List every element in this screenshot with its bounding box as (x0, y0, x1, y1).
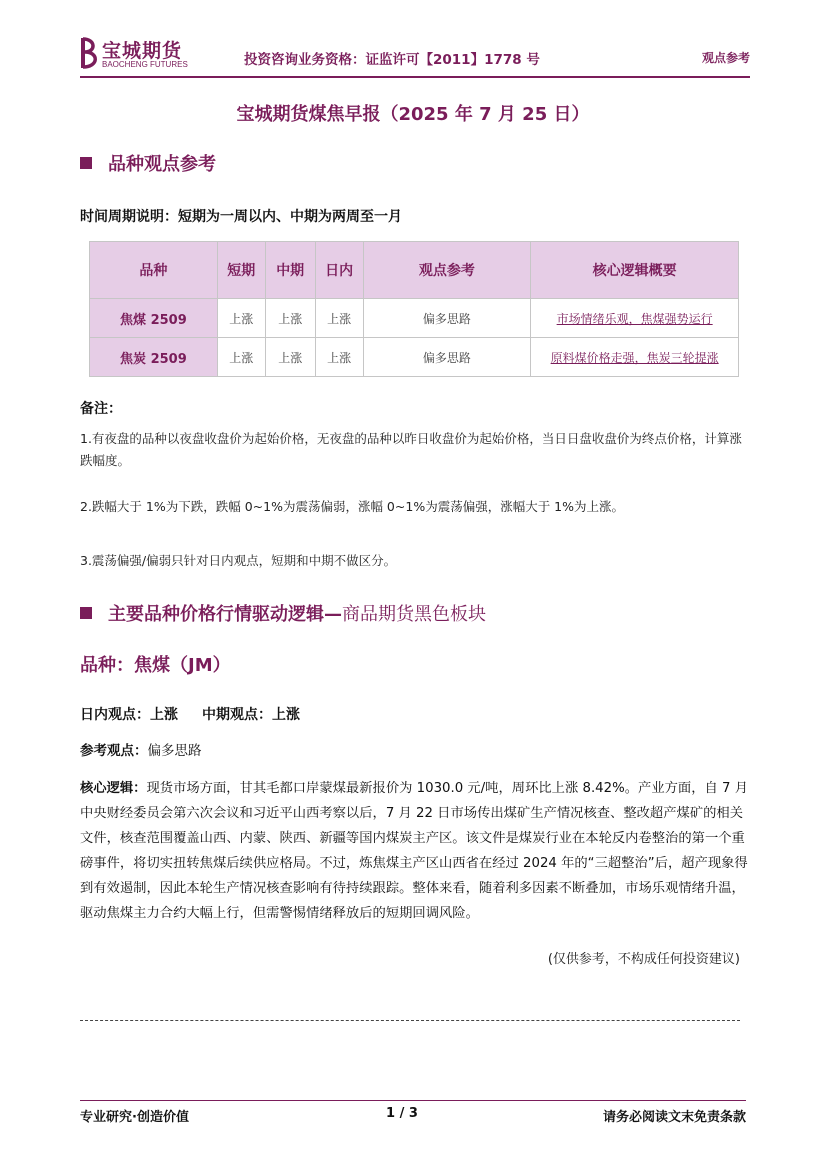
note-item: 1.有夜盘的品种以夜盘收盘价为起始价格，无夜盘的品种以昨日收盘价为起始价格，当日日盘收盘价为终点价格，计算涨跌幅度。 (80, 431, 742, 468)
core-logic (80, 776, 750, 926)
footer-slogan: 专业研究·创造价值 (80, 1110, 189, 1125)
column-header: 中期 (265, 242, 315, 299)
cell-logic-link[interactable]: 市场情绪乐观，焦煤强势运行 (531, 299, 739, 338)
cell-view: 偏多思路 (363, 299, 531, 338)
square-bullet-icon (80, 157, 92, 169)
cell-logic-link[interactable]: 原料煤价格走强，焦炭三轮提涨 (531, 338, 739, 377)
column-header: 观点参考 (363, 242, 531, 299)
company-logo (80, 36, 210, 72)
period-note: 时间周期说明：短期为一周以内、中期为两周至一月 (80, 209, 402, 225)
cell-mid: 上涨 (265, 299, 315, 338)
column-header: 日内 (315, 242, 363, 299)
dashed-divider (80, 1020, 740, 1021)
intraday-view: 日内观点：上涨 (80, 707, 178, 723)
reference-value: 偏多思路 (147, 743, 202, 759)
page-title: 宝城期货煤焦早报（2025 年 7 月 25 日） (236, 104, 590, 125)
table-row (90, 338, 739, 377)
logo-chinese-name: 宝城期货 (102, 40, 183, 62)
cell-intraday: 上涨 (315, 299, 363, 338)
remarks-label: 备注： (80, 401, 122, 417)
footer-disclaimer-note: 请务必阅读文末免责条款 (602, 1110, 746, 1125)
header-right-label: 观点参考 (701, 51, 750, 65)
mid-view: 中期观点：上涨 (202, 707, 300, 723)
views-table (89, 241, 739, 377)
logo-b-icon (80, 36, 100, 70)
column-header: 品种 (90, 242, 218, 299)
logo-english-name: BAOCHENG FUTURES (102, 60, 188, 69)
reference-view (80, 739, 202, 759)
note-item: 2.跌幅大于 1%为下跌，跌幅 0~1%为震荡偏弱，涨幅 0~1%为震荡偏强，涨幅大于 1%为上涨。 (80, 499, 624, 514)
core-logic-label: 核心逻辑： (80, 781, 147, 796)
square-bullet-icon (80, 607, 92, 619)
column-header: 核心逻辑概要 (531, 242, 739, 299)
license-text: 投资咨询业务资格：证监许可【2011】1778 号 (244, 52, 540, 68)
disclaimer: (仅供参考，不构成任何投资建议) (547, 952, 740, 967)
cell-short: 上涨 (217, 338, 265, 377)
variety-title: 品种：焦煤（JM） (80, 655, 231, 676)
cell-short: 上涨 (217, 299, 265, 338)
cell-name: 焦炭 2509 (90, 338, 218, 377)
core-logic-text: 现货市场方面，甘其毛都口岸蒙煤最新报价为 1030.0 元/吨，周环比上涨 8.42%。产业方面，自 7 月中央财经委员会第六次会议和习近平山西考察以后，7 月 22 日市场传出煤矿生产情况核查、整改超产煤矿的相关文件，核查范围覆盖山西、内蒙、陕西、新疆等国内煤炭主产区。该文件是煤炭行业在本轮反内卷整治的第一个重磅事件，将切实扭转焦煤后续供应格局。不过，炼焦煤主产区山西省在经过 2024 年的“三超整治”后，超产现象得到有效遏制，因此本轮生产情况核查影响有待持续跟踪。整体来看，随着利多因素不断叠加，市场乐观情绪升温，驱动焦煤主力合约大幅上行，但需警惕情绪释放后的短期回调风险。 (80, 781, 749, 921)
column-header: 短期 (217, 242, 265, 299)
footer-divider (80, 1100, 746, 1101)
cell-view: 偏多思路 (363, 338, 531, 377)
note-item: 3.震荡偏强/偏弱只针对日内观点，短期和中期不做区分。 (80, 553, 397, 568)
header-divider (80, 76, 750, 78)
cell-name: 焦煤 2509 (90, 299, 218, 338)
page-header (80, 36, 750, 74)
cell-intraday: 上涨 (315, 338, 363, 377)
section-heading-drivers: 主要品种价格行情驱动逻辑—商品期货黑色板块 (80, 600, 486, 626)
view-summary (80, 704, 300, 724)
table-header-row (90, 242, 739, 299)
section-heading-views: 品种观点参考 (80, 150, 216, 176)
page-number: 1 / 3 (386, 1106, 418, 1121)
reference-label: 参考观点： (80, 743, 148, 759)
table-row (90, 299, 739, 338)
cell-mid: 上涨 (265, 338, 315, 377)
